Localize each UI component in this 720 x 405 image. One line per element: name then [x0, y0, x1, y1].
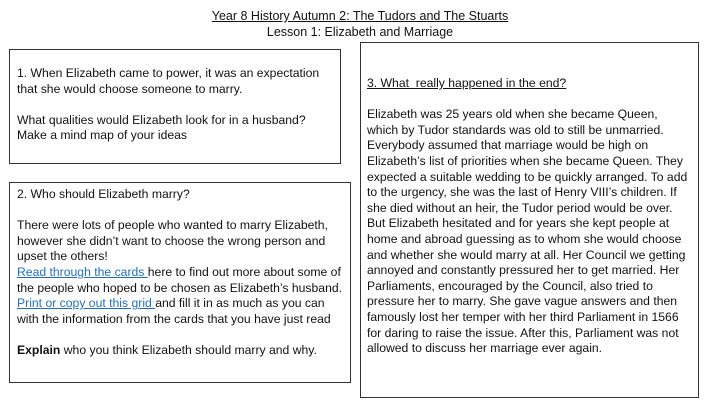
spacer — [367, 92, 692, 108]
task-3-body: Elizabeth was 25 years old when she became Queen, which by Tudor standards was old to still be unmarried. Everybody assumed that marriage would be high on Elizabeth’s list of priorities when she became Queen. They expected a suitable wedding to be quickly arranged. To add to the urgency, she was the last of Henry VIII’s children. If she died without an heir, the Tudor period would be over. But Elizabeth hesitated and for years she kept people at home and abroad guessing as to whom she would choose and whether she would marry at all. Her Council we getting annoyed and constantly pressured her to get married. Her Parliaments, encouraged by the Council, also tried to pressure her to marry. She gave vague answers and then famously lost her temper with her third Parliament in 1566 for daring to raise the issue. After this, Parliament was not allowed to discuss her marriage ever again. — [367, 107, 688, 356]
explain-keyword: Explain — [17, 342, 61, 357]
task-2-grid-paragraph — [17, 296, 344, 327]
task-1-question: What qualities would Elizabeth look for in a husband? Make a mind map of your ideas — [17, 112, 306, 143]
explain-instruction: who you think Elizabeth should marry and why. — [60, 342, 317, 357]
grid-link-description: and fill it in as much as you can with the information from the cards that you have just read — [17, 296, 331, 326]
spacer — [17, 203, 344, 219]
task-1-intro: 1. When Elizabeth came to power, it was an expectation that she would choose someone to marry. — [17, 66, 320, 96]
lesson-title: Lesson 1: Elizabeth and Marriage — [266, 25, 454, 39]
task-2-explain — [17, 343, 344, 359]
spacer — [17, 327, 344, 343]
task-2-box — [9, 182, 351, 383]
course-title: Year 8 History Autumn 2: The Tudors and The Stuarts — [211, 9, 509, 23]
task-2-heading: 2. Who should Elizabeth marry? — [17, 187, 190, 201]
task-2-cards-paragraph — [17, 265, 344, 296]
spacer — [17, 97, 334, 113]
cards-link-description: here to find out more about some of the people who hoped to be chosen as Elizabeth’s husband. — [17, 264, 343, 295]
task-2-intro: There were lots of people who wanted to marry Elizabeth, however she didn’t want to choose the wrong person and upset the others! — [17, 218, 328, 264]
grid-link[interactable]: Print or copy out this grid — [17, 296, 156, 311]
task-3-box — [360, 42, 699, 398]
cards-link[interactable]: Read through the cards — [17, 264, 148, 279]
task-1-box — [9, 49, 341, 164]
page-title — [0, 8, 720, 40]
task-3-heading: 3. What really happened in the end? — [367, 76, 567, 90]
